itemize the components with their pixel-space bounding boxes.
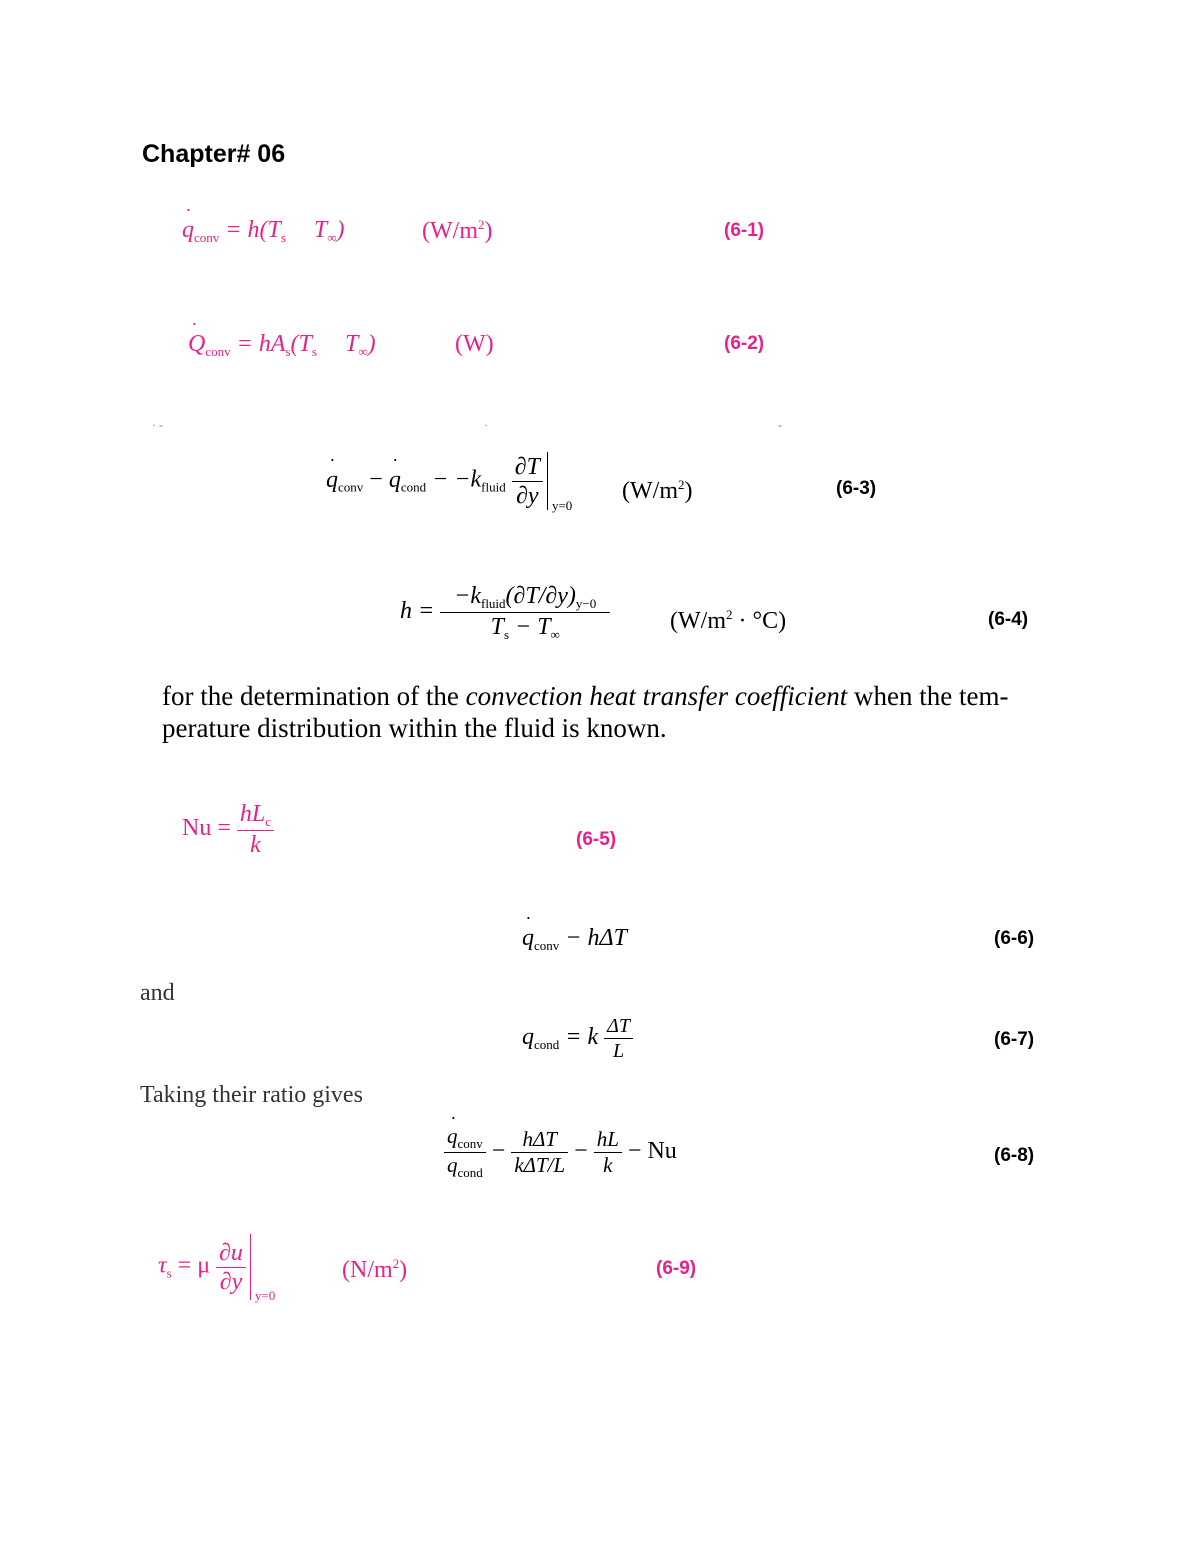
numerator-rest: (∂T/∂y): [505, 583, 576, 609]
equation-6-1: [182, 218, 345, 244]
units-6-4: [670, 608, 786, 633]
units-6-9: [342, 1257, 407, 1282]
denominator: ∂y: [512, 481, 543, 508]
body-paragraph: [162, 680, 1062, 744]
denominator: k: [594, 1152, 622, 1176]
subscript: fluid: [480, 596, 506, 611]
equation-number-6-4: (6-4): [988, 609, 1029, 630]
numerator: ∂T: [514, 453, 540, 480]
units-6-3: [622, 478, 692, 503]
equation-number-6-9: (6-9): [656, 1258, 697, 1279]
equation-number-6-7: (6-7): [994, 1029, 1035, 1050]
subscript: conv: [194, 230, 220, 245]
paragraph-emphasis: convection heat transfer coefficient: [465, 681, 848, 711]
subscript: s: [285, 344, 291, 359]
denominator: kΔT/L: [511, 1152, 568, 1176]
superscript: 2: [725, 607, 733, 622]
equation-6-7: [522, 1016, 633, 1061]
eq-tail: − Nu: [627, 1138, 677, 1165]
q-dot-symbol: q ˙: [389, 468, 401, 492]
subscript: s: [280, 230, 286, 245]
q-dot-symbol: Q ˙: [188, 332, 205, 356]
minus: −: [369, 466, 383, 493]
delta-t-fraction: [604, 1016, 633, 1061]
equation-6-8: [444, 1126, 677, 1179]
stray-mark: -: [778, 418, 782, 432]
subscript: ∞: [327, 230, 337, 245]
equation-6-4: [400, 584, 610, 641]
numerator: [237, 802, 274, 830]
subscript: conv: [338, 479, 364, 495]
numerator: hΔT: [522, 1127, 557, 1151]
denominator: [440, 612, 610, 641]
numerator: ΔT: [607, 1015, 631, 1037]
tau-symbol: τ: [158, 1252, 167, 1279]
numerator-text: −k: [454, 583, 481, 609]
ratio-text: Taking their ratio gives: [140, 1082, 363, 1108]
operator: −: [574, 1138, 588, 1165]
equation-number-6-8: (6-8): [994, 1145, 1035, 1166]
subscript: cond: [400, 479, 427, 495]
paren: ): [367, 331, 376, 357]
paragraph-text: when the tem-perature distribution within the fluid is known.: [162, 681, 1009, 743]
unit: (W/m: [422, 218, 478, 244]
q-dot-symbol: q ˙: [447, 1155, 458, 1176]
equation-6-2: [188, 332, 376, 358]
and-text: and: [140, 980, 175, 1006]
q-dot-symbol: q ˙: [447, 1126, 458, 1147]
evaluation-bar: [250, 1234, 297, 1303]
subscript: fluid: [481, 479, 506, 495]
numerator-text: hL: [239, 801, 266, 827]
subscript: conv: [534, 938, 560, 953]
paragraph-text: for the determination of the: [162, 681, 466, 711]
q-symbol: q: [522, 1024, 534, 1051]
eq-lhs: h =: [400, 598, 435, 625]
subscript: y−0: [575, 596, 597, 611]
equation-number-6-2: (6-2): [724, 333, 765, 354]
subscript: s: [503, 627, 509, 642]
stray-mark: ·: [484, 418, 488, 432]
unit-close: ): [684, 478, 693, 504]
evaluation-point: y=0: [551, 498, 573, 513]
partial-fraction: [512, 455, 543, 508]
equation-6-5: [182, 802, 274, 857]
eq-lhs: Nu =: [182, 815, 231, 842]
unit-close: ): [484, 218, 493, 244]
evaluation-bar: [547, 452, 594, 513]
equation-6-9: [158, 1234, 297, 1303]
h-delta-t-fraction: [511, 1129, 568, 1176]
subscript: conv: [205, 344, 231, 359]
denominator: L: [604, 1038, 633, 1061]
evaluation-point: y=0: [254, 1288, 276, 1303]
units-6-2: (W): [455, 331, 494, 357]
equation-6-6: [522, 926, 627, 952]
q-dot-symbol: q ˙: [326, 468, 338, 492]
superscript: 2: [677, 477, 685, 492]
operator: −: [491, 1138, 506, 1165]
numerator: hL: [596, 1127, 619, 1151]
subscript: ∞: [550, 627, 560, 642]
h-fraction: [440, 584, 610, 641]
denominator-rest: − T: [509, 614, 551, 640]
denominator: ∂y: [216, 1267, 246, 1294]
unit-close: ): [399, 1257, 408, 1283]
q-dot-symbol: q ˙: [522, 926, 534, 950]
equation-number-6-6: (6-6): [994, 928, 1035, 949]
eq-rhs: = μ: [171, 1252, 211, 1279]
denominator: k: [237, 830, 274, 857]
t-infinity: T: [344, 331, 359, 357]
eq-rhs: − −k: [432, 466, 482, 493]
subscript: s: [166, 1265, 172, 1281]
chapter-heading: Chapter# 06: [142, 140, 286, 168]
paren: (T: [290, 331, 312, 357]
subscript: ∞: [358, 344, 368, 359]
subscript: cond: [534, 1037, 560, 1053]
stray-mark: · -: [152, 418, 163, 432]
unit: (W/m: [670, 608, 726, 634]
equation-number-6-5: (6-5): [576, 829, 617, 850]
eq-rhs: = hA: [236, 331, 286, 357]
nusselt-fraction: [237, 802, 274, 857]
q-dot-symbol: q ˙: [182, 218, 194, 242]
subscript: s: [311, 344, 317, 359]
eq-rhs: = h(T: [225, 217, 281, 243]
paren: ): [336, 217, 345, 243]
unit-close: · °C): [732, 608, 787, 634]
denominator: [444, 1152, 486, 1179]
equation-number-6-1: (6-1): [724, 220, 765, 241]
subscript: cond: [457, 1165, 483, 1180]
partial-fraction: [216, 1241, 246, 1294]
superscript: 2: [477, 217, 485, 232]
hl-over-k-fraction: [594, 1129, 622, 1176]
units-6-1: [422, 218, 492, 243]
subscript: c: [265, 814, 272, 829]
unit: (N/m: [342, 1257, 393, 1283]
denominator-text: T: [490, 614, 504, 640]
subscript: conv: [457, 1136, 483, 1151]
numerator: ∂u: [219, 1239, 243, 1266]
eq-rhs: − hΔT: [559, 925, 627, 951]
t-infinity: T: [313, 217, 328, 243]
equation-number-6-3: (6-3): [836, 478, 877, 499]
numerator: [440, 584, 610, 612]
eq-rhs: = k: [559, 1024, 599, 1051]
unit: (W/m: [622, 478, 678, 504]
ratio-fraction: [444, 1126, 486, 1179]
superscript: 2: [392, 1256, 400, 1271]
equation-6-3: [326, 452, 594, 513]
